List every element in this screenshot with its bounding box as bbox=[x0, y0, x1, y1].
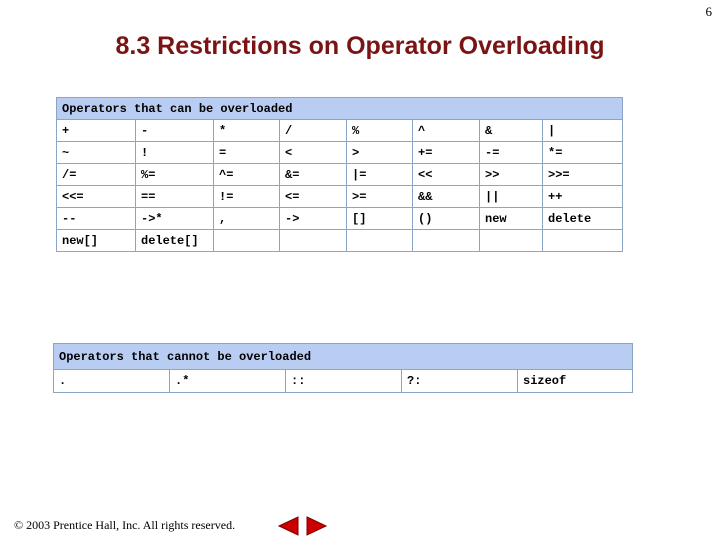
operator-cell: * bbox=[214, 120, 280, 142]
operator-cell: ->* bbox=[136, 208, 214, 230]
table-row bbox=[57, 186, 623, 208]
operator-cell bbox=[480, 230, 543, 252]
operator-cell: sizeof bbox=[518, 370, 633, 393]
table-row bbox=[57, 142, 623, 164]
operator-cell: delete bbox=[543, 208, 623, 230]
operator-cell: = bbox=[214, 142, 280, 164]
operator-cell: >>= bbox=[543, 164, 623, 186]
non-overloadable-operators-table bbox=[53, 343, 633, 393]
operator-cell: new[] bbox=[57, 230, 136, 252]
operator-cell bbox=[543, 230, 623, 252]
operator-cell: <= bbox=[280, 186, 347, 208]
operator-cell: - bbox=[136, 120, 214, 142]
operator-cell: &= bbox=[280, 164, 347, 186]
operator-cell: delete[] bbox=[136, 230, 214, 252]
operator-cell: >> bbox=[480, 164, 543, 186]
operator-cell: || bbox=[480, 186, 543, 208]
operator-cell: , bbox=[214, 208, 280, 230]
operator-cell: %= bbox=[136, 164, 214, 186]
operator-cell: -= bbox=[480, 142, 543, 164]
operator-cell: |= bbox=[347, 164, 413, 186]
operator-cell bbox=[347, 230, 413, 252]
operator-cell: >= bbox=[347, 186, 413, 208]
operator-cell: . bbox=[54, 370, 170, 393]
operator-cell: && bbox=[413, 186, 480, 208]
operator-cell: /= bbox=[57, 164, 136, 186]
operator-cell: ^ bbox=[413, 120, 480, 142]
operator-cell: .* bbox=[170, 370, 286, 393]
page-number: 6 bbox=[705, 4, 712, 19]
operator-cell: ?: bbox=[402, 370, 518, 393]
operator-cell: new bbox=[480, 208, 543, 230]
operator-cell: == bbox=[136, 186, 214, 208]
operator-cell: :: bbox=[286, 370, 402, 393]
operator-cell: < bbox=[280, 142, 347, 164]
operator-cell: > bbox=[347, 142, 413, 164]
operator-cell: + bbox=[57, 120, 136, 142]
non-overloadable-table-header: Operators that cannot be overloaded bbox=[54, 344, 633, 370]
operator-cell: & bbox=[480, 120, 543, 142]
overloadable-table-header: Operators that can be overloaded bbox=[57, 98, 623, 120]
operator-cell: % bbox=[347, 120, 413, 142]
operator-cell bbox=[413, 230, 480, 252]
previous-slide-button[interactable] bbox=[276, 516, 302, 536]
operator-cell: ! bbox=[136, 142, 214, 164]
operator-cell: != bbox=[214, 186, 280, 208]
operator-cell: ~ bbox=[57, 142, 136, 164]
operator-cell: / bbox=[280, 120, 347, 142]
operator-cell: += bbox=[413, 142, 480, 164]
operator-cell: -- bbox=[57, 208, 136, 230]
table-row bbox=[57, 164, 623, 186]
operator-cell: [] bbox=[347, 208, 413, 230]
table-row bbox=[57, 120, 623, 142]
operator-cell: << bbox=[413, 164, 480, 186]
operator-cell: <<= bbox=[57, 186, 136, 208]
operator-cell: -> bbox=[280, 208, 347, 230]
table-row bbox=[57, 208, 623, 230]
copyright-notice: © 2003 Prentice Hall, Inc. All rights reserved. bbox=[14, 518, 236, 532]
operator-cell: () bbox=[413, 208, 480, 230]
operator-cell bbox=[280, 230, 347, 252]
table-row bbox=[54, 370, 633, 393]
operator-cell: ++ bbox=[543, 186, 623, 208]
table-row bbox=[57, 230, 623, 252]
operator-cell: | bbox=[543, 120, 623, 142]
slide-title: 8.3 Restrictions on Operator Overloading bbox=[115, 32, 605, 60]
next-slide-button[interactable] bbox=[303, 516, 329, 536]
operator-cell bbox=[214, 230, 280, 252]
overloadable-operators-table bbox=[56, 97, 623, 252]
operator-cell: ^= bbox=[214, 164, 280, 186]
operator-cell: *= bbox=[543, 142, 623, 164]
